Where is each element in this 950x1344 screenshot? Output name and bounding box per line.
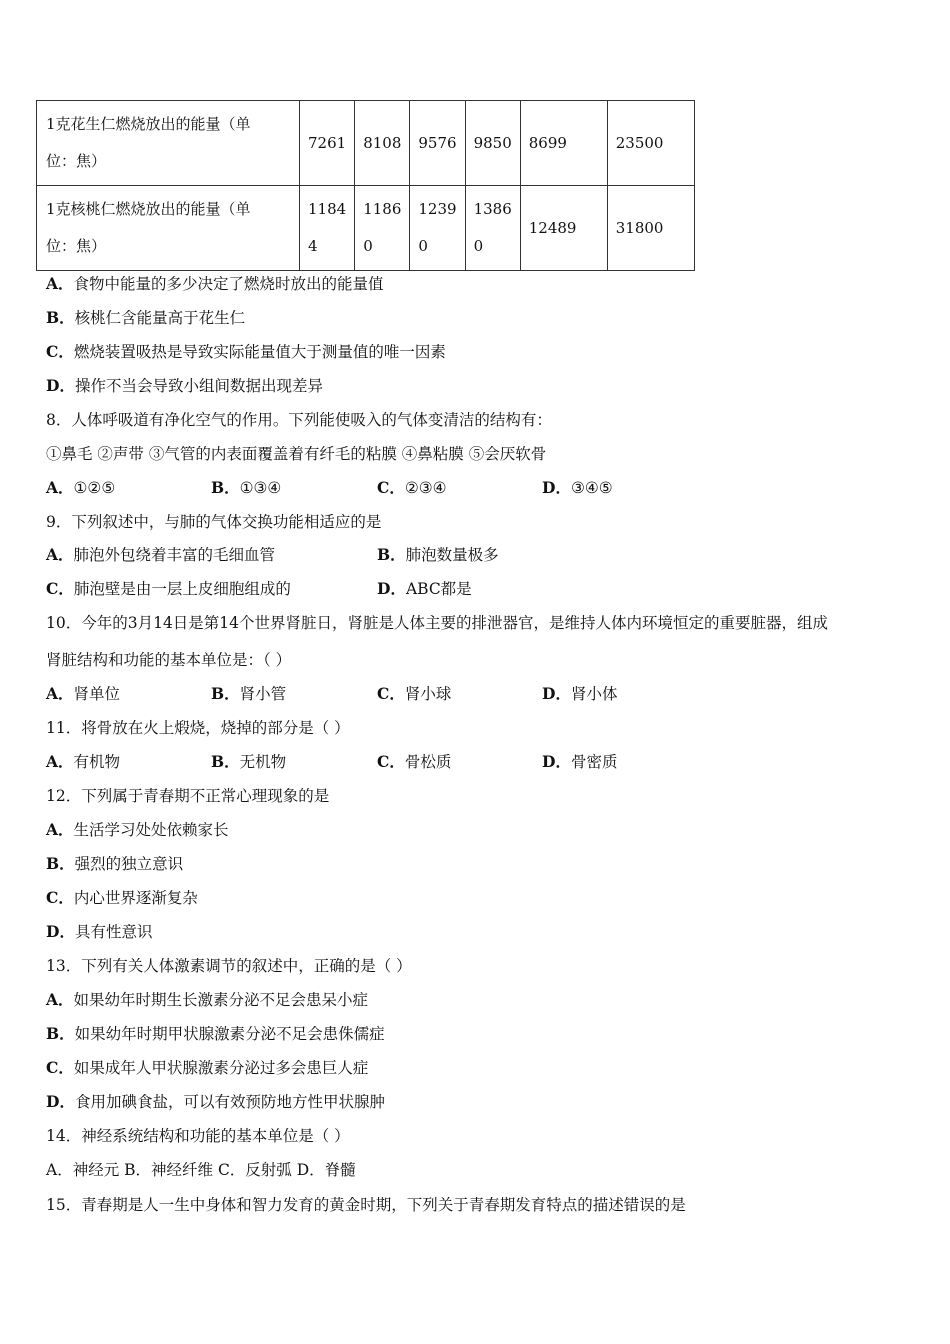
cell-value: 23500 xyxy=(615,133,664,152)
row-label xyxy=(37,101,300,186)
table-cell xyxy=(410,101,465,186)
cell-value: 4 xyxy=(308,237,318,255)
q13-option-b: B．如果幼年时期甲状腺激素分泌不足会患侏儒症 xyxy=(46,1024,385,1043)
q13-option-d: D．食用加碘食盐，可以有效预防地方性甲状腺肿 xyxy=(46,1092,385,1111)
q13-stem: 13．下列有关人体激素调节的叙述中，正确的是（ ） xyxy=(46,957,412,975)
q8-items: ①鼻毛 ②声带 ③气管的内表面覆盖着有纤毛的粘膜 ④鼻粘膜 ⑤会厌软骨 xyxy=(46,445,547,463)
cell-value: 12489 xyxy=(528,218,577,237)
q7-option-a: A．食物中能量的多少决定了燃烧时放出的能量值 xyxy=(46,274,384,293)
row-label-line: 位：焦） xyxy=(46,237,107,255)
row-label-line: 位：焦） xyxy=(46,152,107,170)
table-cell xyxy=(300,186,355,271)
cell-value: 1186 xyxy=(363,200,402,218)
table-cell xyxy=(465,186,520,271)
q12-option-b: B．强烈的独立意识 xyxy=(46,854,184,873)
cell-value: 9850 xyxy=(473,133,512,152)
q10-stem-line1: 10．今年的3月14日是第14个世界肾脏日，肾脏是人体主要的排泄器官，是维持人体内环境恒定的重要脏器，组成 xyxy=(46,614,829,632)
q14-stem: 14．神经系统结构和功能的基本单位是（ ） xyxy=(46,1127,350,1145)
table-cell xyxy=(607,101,694,186)
q15-stem: 15．青春期是人一生中身体和智力发育的黄金时期，下列关于青春期发育特点的描述错误的是 xyxy=(46,1196,686,1214)
cell-value: 8699 xyxy=(528,133,567,152)
cell-value: 0 xyxy=(473,237,484,255)
q7-option-d: D．操作不当会导致小组间数据出现差异 xyxy=(46,376,323,395)
table-cell xyxy=(300,101,355,186)
cell-value: 8108 xyxy=(363,133,402,152)
cell-value: 1239 xyxy=(418,200,457,218)
cell-value: 0 xyxy=(418,237,428,255)
table-cell xyxy=(410,186,465,271)
q10-stem-line2: 肾脏结构和功能的基本单位是：（ ） xyxy=(46,651,292,669)
q12-option-d: D．具有性意识 xyxy=(46,922,153,941)
cell-value: 0 xyxy=(363,237,373,255)
q9-stem: 9．下列叙述中，与肺的气体交换功能相适应的是 xyxy=(46,513,382,531)
table-cell xyxy=(520,101,607,186)
table-cell xyxy=(607,186,694,271)
cell-value: 9576 xyxy=(418,133,457,152)
q14-options: A．神经元 B．神经纤维 C．反射弧 D．脊髓 xyxy=(46,1161,356,1179)
q7-option-c: C．燃烧装置吸热是导致实际能量值大于测量值的唯一因素 xyxy=(46,342,446,361)
q7-option-b: B．核桃仁含能量高于花生仁 xyxy=(46,308,246,327)
q11-stem: 11．将骨放在火上煅烧，烧掉的部分是（ ） xyxy=(46,719,350,737)
q13-option-a: A．如果幼年时期生长激素分泌不足会患呆小症 xyxy=(46,990,369,1009)
q13-option-c: C．如果成年人甲状腺激素分泌过多会患巨人症 xyxy=(46,1058,369,1077)
cell-value: 31800 xyxy=(615,218,664,237)
table-cell xyxy=(465,101,520,186)
q12-option-c: C．内心世界逐渐复杂 xyxy=(46,888,198,907)
row-label-line: 1克核桃仁燃烧放出的能量（单 xyxy=(46,200,251,218)
row-label-line: 1克花生仁燃烧放出的能量（单 xyxy=(46,115,251,133)
table-cell xyxy=(520,186,607,271)
table-cell xyxy=(355,101,410,186)
row-label xyxy=(37,186,300,271)
q12-stem: 12．下列属于青春期不正常心理现象的是 xyxy=(46,787,330,805)
cell-value: 1386 xyxy=(473,200,512,218)
table-cell xyxy=(355,186,410,271)
cell-value: 1184 xyxy=(308,200,347,218)
table-row xyxy=(37,101,695,186)
q12-option-a: A．生活学习处处依赖家长 xyxy=(46,820,229,839)
energy-table xyxy=(36,100,695,271)
cell-value: 7261 xyxy=(308,133,347,152)
q8-stem: 8．人体呼吸道有净化空气的作用。下列能使吸入的气体变清洁的结构有： xyxy=(46,411,552,429)
table-row xyxy=(37,186,695,271)
